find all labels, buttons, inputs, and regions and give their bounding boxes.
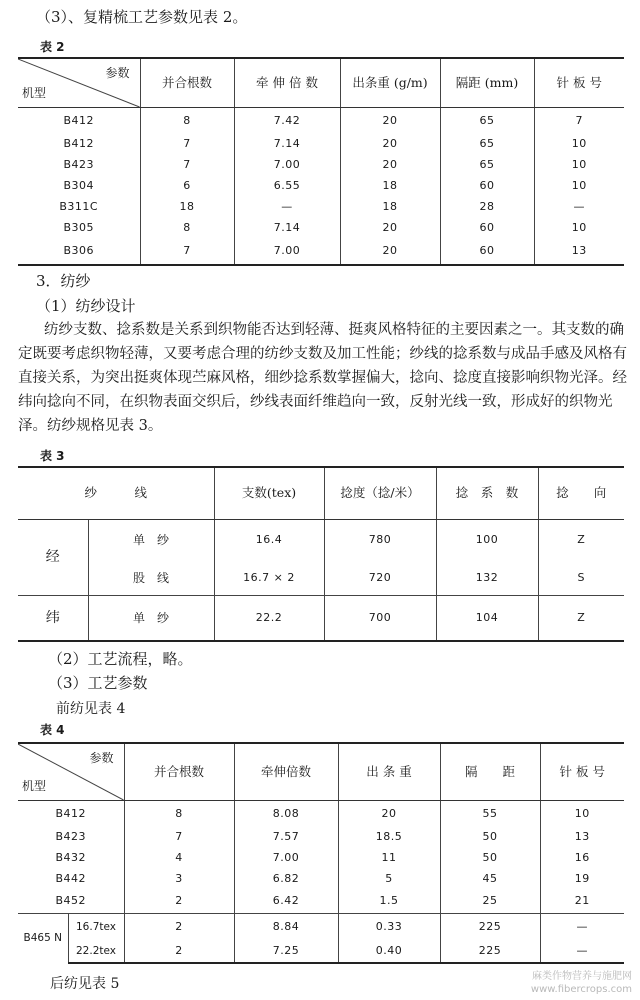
table2-cell: 7 (534, 108, 624, 134)
watermark-url: www.fibercrops.com (530, 984, 632, 995)
table-row (18, 561, 624, 595)
table4-cell: 3 (124, 869, 234, 890)
table4-cell: 22.2tex (68, 941, 124, 963)
table4-cell: 7.57 (234, 827, 338, 848)
table4-cell: 19 (540, 869, 624, 890)
table2-header-params: 参数 (105, 66, 130, 80)
table-row (18, 176, 624, 197)
table2-col-header: 隔距 (mm) (440, 58, 534, 108)
table2 (18, 57, 624, 266)
table2-cell: 6.55 (234, 176, 340, 197)
table2-cell: 10 (534, 218, 624, 239)
table4-cell: 8.84 (234, 914, 338, 941)
table4-cell: 6.42 (234, 890, 338, 914)
table2-col-header: 针 板 号 (534, 58, 624, 108)
table-row (18, 941, 624, 963)
table2-cell: B412 (18, 134, 140, 155)
table3-label: 表 3 (40, 449, 65, 463)
table4-cell: 8 (124, 801, 234, 827)
table2-cell: B305 (18, 218, 140, 239)
table2-cell: — (534, 197, 624, 218)
table4-cell: 2 (124, 914, 234, 941)
table4-cell: 2 (124, 941, 234, 963)
table2-cell: 7 (140, 155, 234, 176)
table4-col-header: 针 板 号 (540, 743, 624, 801)
table-row (18, 869, 624, 890)
table2-cell: 20 (340, 239, 440, 265)
table4-cell: 13 (540, 827, 624, 848)
table3-col-header: 支数(tex) (214, 467, 324, 519)
table2-cell: 8 (140, 218, 234, 239)
table3-cell: 16.4 (214, 519, 324, 561)
table2-cell: — (234, 197, 340, 218)
table2-cell: 60 (440, 176, 534, 197)
table-row (18, 827, 624, 848)
table4-cell: 16 (540, 848, 624, 869)
table2-cell: 7.14 (234, 218, 340, 239)
table2-cell: 7 (140, 134, 234, 155)
table3-cell: 股 线 (88, 561, 214, 595)
watermark-title: 麻类作物营养与施肥网 (532, 971, 632, 982)
table-row (18, 801, 624, 827)
table4-diag-header (18, 743, 124, 801)
table4-cell: 0.33 (338, 914, 440, 941)
table2-cell: 10 (534, 176, 624, 197)
table2-cell: 18 (340, 197, 440, 218)
table4-header-params: 参数 (89, 751, 114, 765)
table2-cell: 7 (140, 239, 234, 265)
table3 (18, 466, 624, 642)
table2-cell: 20 (340, 155, 440, 176)
table3-cell: 单 纱 (88, 595, 214, 641)
table2-cell: B412 (18, 108, 140, 134)
table2-cell: B311C (18, 197, 140, 218)
table4-cell: 0.40 (338, 941, 440, 963)
table2-col-header: 并合根数 (140, 58, 234, 108)
table3-cell: 720 (324, 561, 436, 595)
table4-cell: 5 (338, 869, 440, 890)
table2-cell: B304 (18, 176, 140, 197)
table3-cell: 100 (436, 519, 538, 561)
table2-cell: 6 (140, 176, 234, 197)
table2-cell: 8 (140, 108, 234, 134)
table3-col-header: 纱 线 (18, 467, 214, 519)
table2-header-model: 机型 (22, 86, 47, 100)
table4-cell: 50 (440, 827, 540, 848)
table-row (18, 914, 624, 941)
table2-cell: 10 (534, 134, 624, 155)
table4-col-header: 隔 距 (440, 743, 540, 801)
table4-cell: 7 (124, 827, 234, 848)
table-row (18, 890, 624, 914)
table2-cell: 28 (440, 197, 534, 218)
table2-label: 表 2 (40, 40, 65, 54)
table3-cell: 700 (324, 595, 436, 641)
table2-cell: 7.14 (234, 134, 340, 155)
spinning-design-heading: （1）纺纱设计 (36, 297, 136, 315)
table2-cell: B423 (18, 155, 140, 176)
table3-cell: 132 (436, 561, 538, 595)
table4-cell: — (540, 941, 624, 963)
table2-col-header: 出条重 (g/m) (340, 58, 440, 108)
table3-cell: 104 (436, 595, 538, 641)
table2-cell: 60 (440, 218, 534, 239)
section-heading-combing: （3）、复精梳工艺参数见表 2。 (36, 8, 248, 26)
table4-col-header: 并合根数 (124, 743, 234, 801)
table-row (18, 239, 624, 265)
table2-cell: 18 (340, 176, 440, 197)
post-spinning-note: 后纺见表 5 (50, 976, 120, 992)
table4-cell: B452 (18, 890, 124, 914)
table-row (18, 218, 624, 239)
table3-col-header: 捻 向 (538, 467, 624, 519)
table4-cell: — (540, 914, 624, 941)
table4-cell: 8.08 (234, 801, 338, 827)
process-flow: （2）工艺流程，略。 (48, 650, 193, 668)
table3-col-header: 捻度（捻/米） (324, 467, 436, 519)
table3-col-header: 捻 系 数 (436, 467, 538, 519)
table4-cell: 7.25 (234, 941, 338, 963)
table3-cell: S (538, 561, 624, 595)
watermark (531, 970, 632, 996)
table4-cell: B432 (18, 848, 124, 869)
table3-cell: 22.2 (214, 595, 324, 641)
table4-cell: 1.5 (338, 890, 440, 914)
table4-col-header: 出 条 重 (338, 743, 440, 801)
table4-cell: 18.5 (338, 827, 440, 848)
table4-cell: 50 (440, 848, 540, 869)
table4-label: 表 4 (40, 723, 65, 737)
table4-cell: 55 (440, 801, 540, 827)
table4-cell: B412 (18, 801, 124, 827)
table4-cell: 4 (124, 848, 234, 869)
table2-diag-header (18, 58, 140, 108)
table-row (18, 848, 624, 869)
table-row (18, 155, 624, 176)
table3-cell: 780 (324, 519, 436, 561)
table4-cell: 11 (338, 848, 440, 869)
spinning-heading: 3．纺纱 (36, 272, 91, 290)
table2-cell: 65 (440, 108, 534, 134)
table3-cell: Z (538, 519, 624, 561)
table3-cell: 单 纱 (88, 519, 214, 561)
spinning-paragraph: 纺纱支数、捻系数是关系到织物能否达到轻薄、挺爽风格特征的主要因素之一。其支数的确定既要考虑织物轻薄，又要考虑合理的纺纱支数及加工性能；纱线的捻系数与成品手感及风格有直接关系，为突出挺爽体现苎麻风格，细纱捻系数掌握偏大，捻向、捻度直接影响织物光泽。经纬向捻向不同，在织物表面交织后，纱线表面纤维趋向一致，反射光线一致，形成好的织物光泽。纺纱规格见表 3。 (18, 322, 627, 434)
table3-cell: 16.7 × 2 (214, 561, 324, 595)
pre-spinning-note: 前纺见表 4 (56, 701, 126, 717)
table2-cell: 18 (140, 197, 234, 218)
table2-cell: 65 (440, 134, 534, 155)
table2-cell: 7.00 (234, 155, 340, 176)
table4-cell: 6.82 (234, 869, 338, 890)
table-row (18, 197, 624, 218)
table2-cell: 20 (340, 218, 440, 239)
table2-col-header: 牵 伸 倍 数 (234, 58, 340, 108)
table2-cell: 65 (440, 155, 534, 176)
table4-cell: 7.00 (234, 848, 338, 869)
table-row (18, 108, 624, 134)
table4-cell: B423 (18, 827, 124, 848)
table4-cell: 10 (540, 801, 624, 827)
table4-b465-model: B465 N (18, 914, 68, 963)
table2-cell: 7.42 (234, 108, 340, 134)
table4-cell: 16.7tex (68, 914, 124, 941)
table4-cell: 20 (338, 801, 440, 827)
table4-cell: 225 (440, 914, 540, 941)
table4-cell: 25 (440, 890, 540, 914)
table3-warp-label: 经 (18, 519, 88, 595)
table4-cell: B442 (18, 869, 124, 890)
table-row (18, 134, 624, 155)
table2-cell: 10 (534, 155, 624, 176)
table4-cell: 225 (440, 941, 540, 963)
table2-cell: 20 (340, 134, 440, 155)
table4-col-header: 牵伸倍数 (234, 743, 338, 801)
table-row (18, 519, 624, 561)
table2-cell: B306 (18, 239, 140, 265)
table4 (18, 742, 624, 964)
table4-cell: 2 (124, 890, 234, 914)
table4-header-model: 机型 (22, 779, 47, 793)
table4-cell: 21 (540, 890, 624, 914)
table2-cell: 7.00 (234, 239, 340, 265)
process-params: （3）工艺参数 (48, 674, 148, 692)
table3-cell: Z (538, 595, 624, 641)
table2-cell: 60 (440, 239, 534, 265)
table4-cell: 45 (440, 869, 540, 890)
table2-cell: 13 (534, 239, 624, 265)
table3-weft-label: 纬 (18, 595, 88, 641)
table-row (18, 595, 624, 641)
table2-cell: 20 (340, 108, 440, 134)
